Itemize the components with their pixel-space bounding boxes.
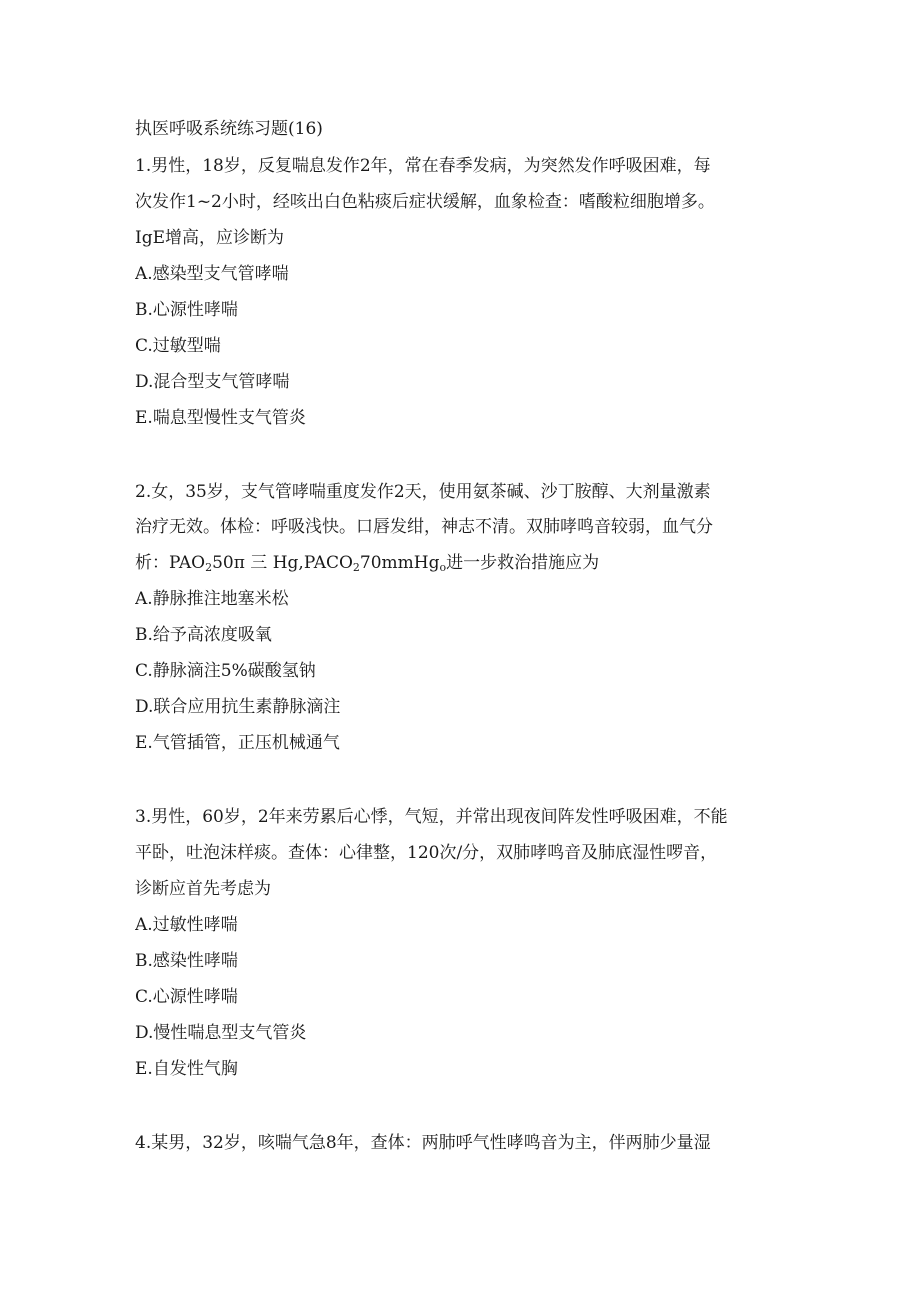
q2-line3-part-e: 70mmHg	[359, 553, 440, 573]
question-3-option-b: B.感染性哮喘	[135, 951, 238, 971]
question-3-stem-line-3: 诊断应首先考虑为	[135, 879, 271, 899]
q2-line3-part-a: 析：PAO	[135, 553, 206, 573]
q2-pao2-subscript: 2	[205, 561, 213, 574]
question-1-option-e: E.喘息型慢性支气管炎	[135, 408, 306, 428]
question-1-option-a: A.感染型支气管哮喘	[135, 264, 289, 284]
question-2-option-b: B.给予高浓度吸氧	[135, 625, 272, 645]
question-2-option-e: E.气管插管，正压机械通气	[135, 733, 340, 753]
question-2-stem-line-1: 2.女，35岁，支气管哮喘重度发作2天，使用氨茶碱、沙丁胺醇、大剂量激素	[135, 482, 711, 502]
question-1-stem-line-2: 次发作1~2小时，经咳出白色粘痰后症状缓解，血象检查：嗜酸粒细胞增多。	[135, 192, 715, 212]
question-2-option-a: A.静脉推注地塞米松	[135, 589, 289, 609]
question-3-stem-line-2: 平卧，吐泡沫样痰。查体：心律整，120次/分，双肺哮鸣音及肺底湿性啰音，	[135, 843, 718, 863]
question-1-stem-line-3: IgE增高，应诊断为	[135, 228, 285, 248]
document-title: 执医呼吸系统练习题(16)	[135, 119, 323, 139]
question-3-option-e: E.自发性气胸	[135, 1059, 238, 1079]
question-1-option-b: B.心源性哮喘	[135, 300, 238, 320]
q2-line3-part-g: 进一步救治措施应为	[446, 553, 600, 573]
question-1-option-c: C.过敏型喘	[135, 336, 221, 356]
q2-period-subscript: o	[439, 561, 447, 574]
question-2-option-c: C.静脉滴注5%碳酸氢钠	[135, 661, 316, 681]
question-2-stem-line-3	[135, 551, 795, 575]
q2-line3-part-c: 50π 三 Hg,PACO	[212, 553, 353, 573]
question-3-option-d: D.慢性喘息型支气管炎	[135, 1023, 307, 1043]
question-3-stem-line-1: 3.男性，60岁，2年来劳累后心悸，气短，并常出现夜间阵发性呼吸困难，不能	[135, 807, 728, 827]
q2-paco2-subscript: 2	[352, 561, 360, 574]
question-3-option-a: A.过敏性哮喘	[135, 915, 238, 935]
question-4-stem-line-1: 4.某男，32岁，咳喘气急8年，查体：两肺呼气性哮鸣音为主，伴两肺少量湿	[135, 1133, 711, 1153]
question-2-option-d: D.联合应用抗生素静脉滴注	[135, 697, 341, 717]
question-1-option-d: D.混合型支气管哮喘	[135, 372, 290, 392]
question-3-option-c: C.心源性哮喘	[135, 987, 238, 1007]
question-1-stem-line-1: 1.男性，18岁，反复喘息发作2年，常在春季发病，为突然发作呼吸困难，每	[135, 156, 711, 176]
question-2-stem-line-2: 治疗无效。体检：呼吸浅快。口唇发绀，神志不清。双肺哮鸣音较弱，血气分	[135, 517, 713, 537]
